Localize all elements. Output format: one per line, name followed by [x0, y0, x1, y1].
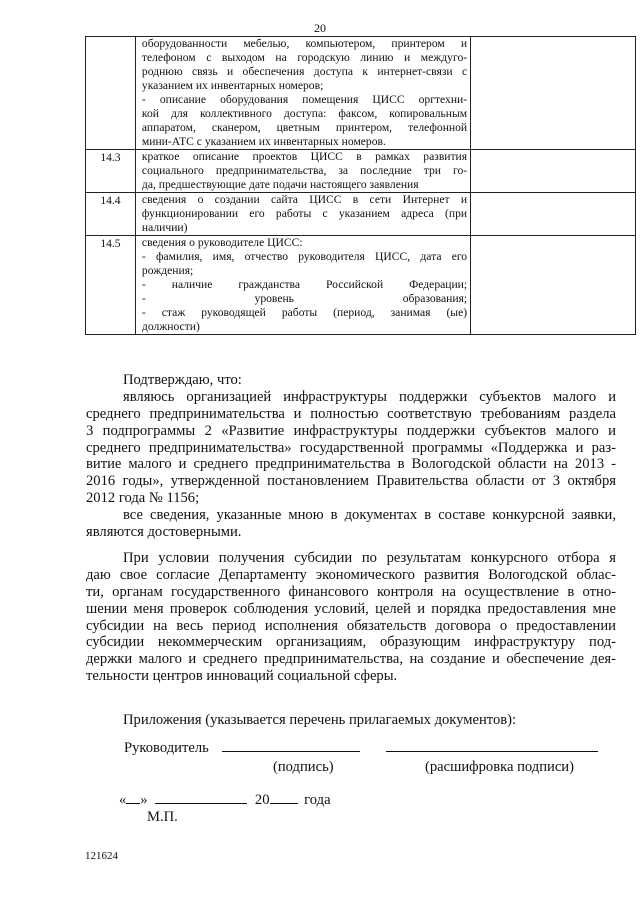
consent-section	[86, 550, 616, 685]
description-line: - наличие гражданства Российской Федерации;	[141, 278, 468, 291]
text-line: являюсь организацией инфраструктуры поддержки субъектов малого и	[123, 388, 616, 405]
text-line: При условии получения субсидии по результатам конкурсного отбора я	[123, 550, 616, 566]
row-number: 14.4	[86, 193, 136, 236]
confirmation-heading: Подтверждаю, что:	[123, 372, 242, 388]
table-row	[86, 37, 636, 150]
year-suffix: года	[304, 792, 331, 808]
text-line: 3 подпрограммы 2 «Развитие инфраструктуры поддержки субъектов малого и	[86, 422, 616, 439]
row-description	[135, 37, 470, 150]
text-line: ти, органам государственного финансового контроля на осуществление в отно-	[86, 583, 616, 600]
description-line: наличии)	[141, 221, 188, 234]
text-line: тельности центров инноваций социальной сферы.	[86, 668, 398, 685]
signature-decode-field[interactable]	[386, 739, 598, 752]
description-line: должности)	[141, 320, 200, 333]
text-line: 2016 годы», утвержденной постановлением Правительства области от 3 октября	[86, 473, 616, 490]
row-number: 14.3	[86, 150, 136, 193]
signature-caption: (подпись)	[273, 759, 334, 775]
text-line: среднего предпринимательства» государственной программы «Поддержка и раз-	[86, 439, 616, 456]
date-open-quote: «	[119, 792, 127, 808]
description-line: телефоном с выходом на городскую линию и междуго-	[141, 51, 468, 64]
signature-row	[124, 739, 598, 757]
text-line: являются достоверными.	[86, 524, 242, 541]
year-prefix: 20	[254, 792, 270, 808]
description-line: функционировании его работы с указанием адреса (при	[141, 207, 468, 220]
attachments-line	[86, 712, 616, 729]
table-row	[86, 150, 636, 193]
text-line: 2012 года № 1156;	[86, 490, 200, 507]
date-close-quote: »	[140, 792, 148, 808]
description-line: мини-АТС с указанием их инвентарных номеров.	[141, 135, 386, 148]
document-code: 121624	[85, 850, 118, 862]
description-line: аппаратом, сканером, цветным принтером, телефонной	[141, 121, 468, 134]
text-line: среднего предпринимательства и полностью соответствую требованиям раздела	[86, 405, 616, 422]
requirements-table	[85, 36, 636, 335]
day-field[interactable]	[126, 791, 140, 804]
row-value	[471, 37, 636, 150]
row-description	[135, 150, 470, 193]
description-line: - уровень образования;	[141, 292, 468, 305]
row-value	[471, 236, 636, 335]
description-line: рождения;	[141, 264, 194, 277]
date-row	[119, 791, 331, 809]
row-description	[135, 236, 470, 335]
description-line: - фамилия, имя, отчество руководителя ЦИСС, дата его	[141, 250, 468, 263]
description-line: сведения о руководителе ЦИСС:	[141, 236, 303, 249]
text-line: субсидии некоммерческим организациям, образующим инфраструктуру под-	[86, 634, 616, 651]
description-line: краткое описание проектов ЦИСС в рамках развития	[141, 150, 468, 163]
text-line: держки малого и среднего предпринимательства, на создание и обеспечение дея-	[86, 651, 616, 668]
text-line: субсидии на весь период исполнения обязательств договора о предоставлении	[86, 617, 616, 634]
row-description	[135, 193, 470, 236]
row-number: 14.5	[86, 236, 136, 335]
month-field[interactable]	[155, 791, 247, 804]
signature-field[interactable]	[222, 739, 360, 752]
page-number: 20	[314, 21, 326, 35]
description-line: оборудованности мебелью, компьютером, принтером и	[141, 37, 468, 50]
description-line: социального предпринимательства, за последние три го-	[141, 164, 468, 177]
description-line: сведения о создании сайта ЦИСС в сети Интернет и	[141, 193, 468, 206]
attachments-label: Приложения (указывается перечень прилагаемых документов):	[123, 712, 517, 728]
consent-paragraph	[86, 550, 616, 685]
description-line: - стаж руководящей работы (период, занимая (ые)	[141, 306, 468, 319]
year-field[interactable]	[270, 791, 298, 804]
signature-label: Руководитель	[124, 740, 209, 756]
row-number	[86, 37, 136, 150]
row-value	[471, 193, 636, 236]
signature-decode-caption: (расшифровка подписи)	[425, 759, 574, 775]
confirmation-paragraph-2	[86, 507, 616, 541]
stamp-label: М.П.	[147, 809, 178, 825]
description-line: указанием их инвентарных номеров;	[141, 79, 324, 92]
table-row	[86, 236, 636, 335]
description-line: да, предшествующие дате подачи настоящего заявления	[141, 178, 419, 191]
confirmation-section	[86, 372, 616, 541]
confirmation-paragraph-1	[86, 389, 616, 507]
text-line: шении меня проверок соблюдения условий, целей и порядка предоставления мне	[86, 600, 616, 617]
text-line: даю свое согласие Департаменту экономического развития Вологодской облас-	[86, 566, 616, 583]
text-line: все сведения, указанные мною в документах в составе конкурсной заявки,	[123, 507, 616, 524]
text-line: витие малого и среднего предпринимательства в Вологодской области на 2013 -	[86, 456, 616, 473]
description-line: кой для коллективного доступа: факсом, копировальным	[141, 107, 468, 120]
description-line: - описание оборудования помещения ЦИСС оргтехни-	[141, 93, 468, 106]
description-line: роднюю связь и обеспечения доступа к интернет-связи с	[141, 65, 468, 78]
row-value	[471, 150, 636, 193]
table-row	[86, 193, 636, 236]
